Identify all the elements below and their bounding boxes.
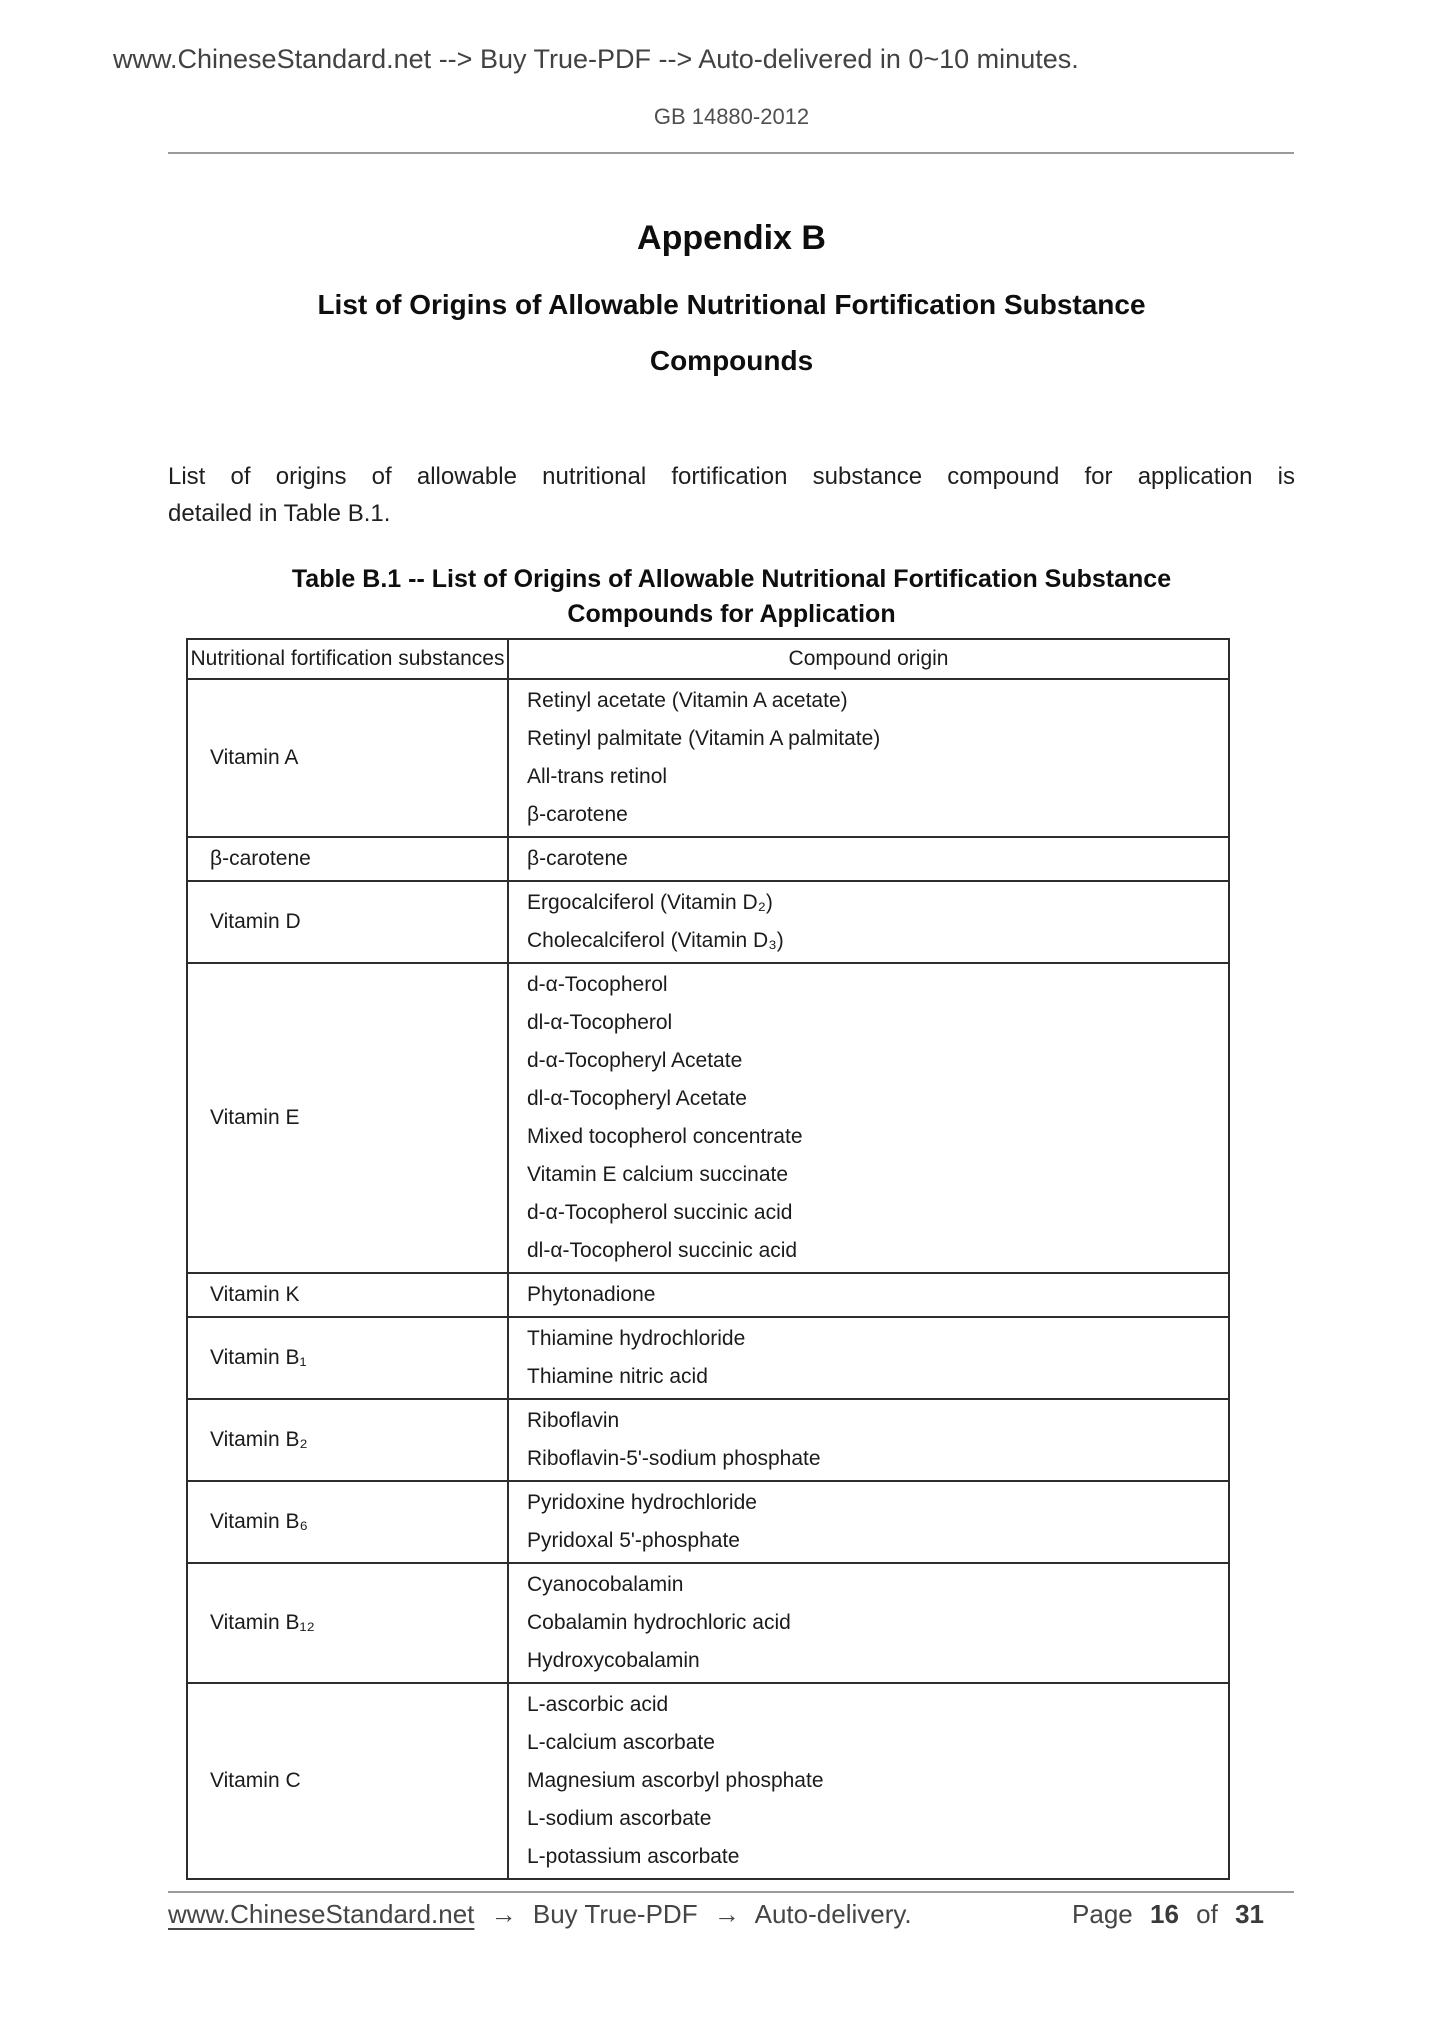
origin-line: Phytonadione bbox=[527, 1283, 656, 1306]
origin-line: L-calcium ascorbate bbox=[527, 1731, 715, 1754]
fortification-table bbox=[186, 638, 1230, 1880]
table-caption-line1: Table B.1 -- List of Origins of Allowable Nutritional Fortification Substance bbox=[291, 565, 1172, 593]
intro-line1: List of origins of allowable nutritional fortification substance compound for application is bbox=[168, 463, 1295, 490]
origin-line: dl-α-Tocopherol bbox=[527, 1011, 673, 1034]
footer-delivery-label: Auto-delivery. bbox=[754, 1899, 912, 1929]
origin-cell bbox=[508, 837, 1229, 881]
origin-cell bbox=[508, 679, 1229, 837]
origin-cell bbox=[508, 1563, 1229, 1683]
page-total-number: 31 bbox=[1235, 1899, 1264, 1929]
table-body bbox=[187, 679, 1229, 1879]
appendix-title: Appendix B bbox=[637, 219, 826, 257]
appendix-subtitle-line1: List of Origins of Allowable Nutritional Fortification Substance bbox=[317, 289, 1146, 320]
substance-cell: Vitamin K bbox=[187, 1273, 508, 1317]
origin-line: L-sodium ascorbate bbox=[527, 1807, 712, 1830]
origin-line: Riboflavin-5'-sodium phosphate bbox=[527, 1447, 821, 1470]
origin-line: Pyridoxal 5'-phosphate bbox=[527, 1529, 740, 1552]
table-row bbox=[187, 679, 1229, 837]
origin-cell bbox=[508, 1481, 1229, 1563]
site-banner: www.ChineseStandard.net --> Buy True-PDF --> Auto-delivered in 0~10 minutes. bbox=[113, 44, 1079, 74]
table-caption-line2: Compounds for Application bbox=[567, 600, 896, 628]
footer-left bbox=[168, 1897, 921, 1931]
substance-cell: Vitamin C bbox=[187, 1683, 508, 1879]
origin-line: dl-α-Tocopheryl Acetate bbox=[527, 1087, 747, 1110]
origin-cell bbox=[508, 963, 1229, 1273]
origin-line: d-α-Tocopherol succinic acid bbox=[527, 1201, 793, 1224]
origin-line: Pyridoxine hydrochloride bbox=[527, 1491, 757, 1514]
substance-cell: Vitamin E bbox=[187, 963, 508, 1273]
column-header-origin: Compound origin bbox=[508, 639, 1229, 679]
table-row bbox=[187, 1481, 1229, 1563]
origin-line: d-α-Tocopheryl Acetate bbox=[527, 1049, 743, 1072]
origin-line: d-α-Tocopherol bbox=[527, 973, 668, 996]
intro-line2: detailed in Table B.1. bbox=[168, 500, 391, 527]
table-row bbox=[187, 837, 1229, 881]
origin-line: Cholecalciferol (Vitamin D₃) bbox=[527, 929, 784, 952]
substance-cell: Vitamin A bbox=[187, 679, 508, 837]
origin-line: Ergocalciferol (Vitamin D₂) bbox=[527, 891, 773, 914]
origin-cell bbox=[508, 1683, 1229, 1879]
page-of-label: of bbox=[1196, 1899, 1218, 1929]
page-indicator bbox=[1062, 1897, 1294, 1931]
substance-cell: β-carotene bbox=[187, 837, 508, 881]
origin-line: Cyanocobalamin bbox=[527, 1573, 684, 1596]
table-row bbox=[187, 1273, 1229, 1317]
footer-divider bbox=[168, 1891, 1294, 1893]
table-row bbox=[187, 1563, 1229, 1683]
origin-line: L-ascorbic acid bbox=[527, 1693, 669, 1716]
substance-cell: Vitamin B₆ bbox=[187, 1481, 508, 1563]
table-row bbox=[187, 881, 1229, 963]
table-caption bbox=[168, 562, 1295, 632]
origin-cell bbox=[508, 1273, 1229, 1317]
arrow-right-icon: → bbox=[490, 1899, 517, 1929]
substance-cell: Vitamin B₂ bbox=[187, 1399, 508, 1481]
origin-cell bbox=[508, 1399, 1229, 1481]
footer-buy-label: Buy True-PDF bbox=[532, 1899, 698, 1929]
origin-line: Cobalamin hydrochloric acid bbox=[527, 1611, 791, 1634]
column-header-substances: Nutritional fortification substances bbox=[187, 639, 508, 679]
substance-cell: Vitamin D bbox=[187, 881, 508, 963]
arrow-right-icon: → bbox=[713, 1899, 740, 1929]
origin-line: Retinyl palmitate (Vitamin A palmitate) bbox=[527, 727, 881, 750]
header-divider bbox=[168, 152, 1294, 154]
origin-line: Thiamine nitric acid bbox=[527, 1365, 708, 1388]
origin-line: Vitamin E calcium succinate bbox=[527, 1163, 789, 1186]
footer-site-link[interactable]: www.ChineseStandard.net bbox=[168, 1899, 475, 1929]
origin-line: β-carotene bbox=[527, 803, 628, 826]
origin-line: dl-α-Tocopherol succinic acid bbox=[527, 1239, 798, 1262]
page-footer bbox=[168, 1897, 1294, 1931]
table-row bbox=[187, 1399, 1229, 1481]
origin-line: Mixed tocopherol concentrate bbox=[527, 1125, 803, 1148]
origin-line: Hydroxycobalamin bbox=[527, 1649, 700, 1672]
origin-line: L-potassium ascorbate bbox=[527, 1845, 740, 1868]
standard-number: GB 14880-2012 bbox=[653, 104, 810, 129]
table-row bbox=[187, 1683, 1229, 1879]
intro-paragraph bbox=[168, 458, 1295, 532]
substance-cell: Vitamin B₁ bbox=[187, 1317, 508, 1399]
origin-line: Riboflavin bbox=[527, 1409, 620, 1432]
appendix-subtitle-line2: Compounds bbox=[649, 345, 814, 376]
origin-line: All-trans retinol bbox=[527, 765, 668, 788]
table-header-row bbox=[187, 639, 1229, 679]
origin-line: Retinyl acetate (Vitamin A acetate) bbox=[527, 689, 848, 712]
fortification-table-container bbox=[186, 638, 1230, 1880]
table-row bbox=[187, 963, 1229, 1273]
table-row bbox=[187, 1317, 1229, 1399]
origin-line: Thiamine hydrochloride bbox=[527, 1327, 746, 1350]
origin-line: Magnesium ascorbyl phosphate bbox=[527, 1769, 824, 1792]
substance-cell: Vitamin B₁₂ bbox=[187, 1563, 508, 1683]
origin-cell bbox=[508, 1317, 1229, 1399]
page-current-number: 16 bbox=[1150, 1899, 1179, 1929]
page-label: Page bbox=[1072, 1899, 1133, 1929]
origin-cell bbox=[508, 881, 1229, 963]
origin-line: β-carotene bbox=[527, 847, 628, 870]
